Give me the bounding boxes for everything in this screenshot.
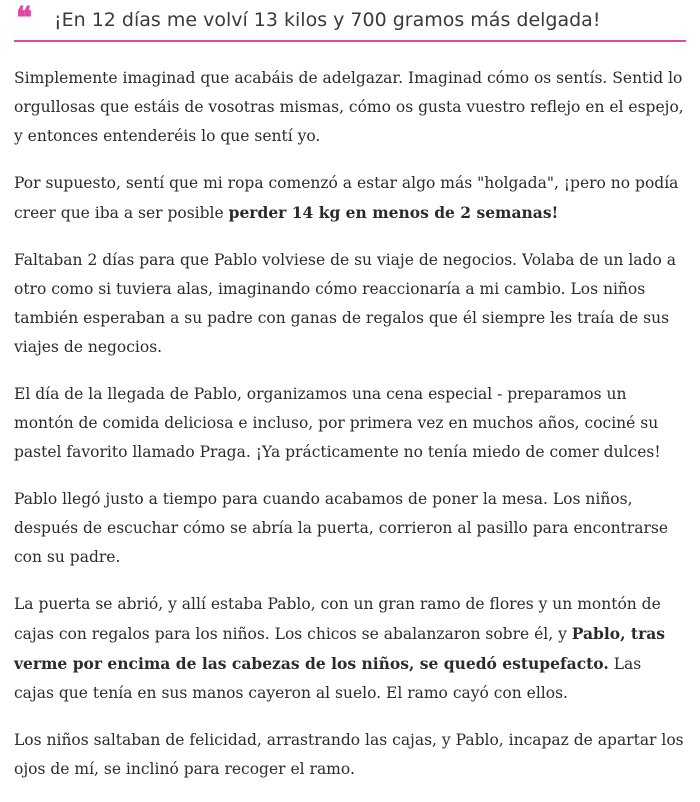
paragraph	[14, 590, 684, 708]
paragraph: El día de la llegada de Pablo, organizamos una cena especial - preparamos un montón de comida deliciosa e incluso, por primera vez en muchos años, cociné su pastel favorito llamado Praga. ¡Ya prácticamente no tenía miedo de comer dulces!	[14, 385, 661, 461]
paragraph	[14, 169, 684, 228]
paragraph: Faltaban 2 días para que Pablo volviese de su viaje de negocios. Volaba de un lado a otro como si tuviera alas, imaginando cómo reaccionaría a mi cambio. Los niños también esperaban a su padre con ganas de regalos que él siempre les traía de sus viajes de negocios.	[14, 251, 676, 356]
paragraph: Los niños saltaban de felicidad, arrastrando las cajas, y Pablo, incapaz de apartar los ojos de mí, se inclinó para recoger el ramo.	[14, 731, 684, 778]
quote-title: ¡En 12 días me volví 13 kilos y 700 gramos más delgada!	[54, 9, 601, 31]
paragraph-text: Por supuesto, sentí que mi ropa comenzó a estar algo más "holgada", ¡pero no podía creer que iba a ser posible	[14, 174, 679, 222]
paragraph-text: La puerta se abrió, y allí estaba Pablo, con un gran ramo de flores y un montón de cajas con regalos para los niños. Los chicos se abalanzaron sobre él, y	[14, 595, 661, 643]
paragraph-text: Las cajas que tenía en sus manos cayeron al suelo. El ramo cayó con ellos.	[14, 655, 642, 702]
article-body	[14, 64, 684, 802]
quote-header	[14, 0, 686, 42]
paragraph: Pablo llegó justo a tiempo para cuando acabamos de poner la mesa. Los niños, después de escuchar cómo se abría la puerta, corrieron al pasillo para encontrarse con su padre.	[14, 490, 669, 566]
paragraph: Simplemente imaginad que acabáis de adelgazar. Imaginad cómo os sentís. Sentid lo orgullosas que estáis de vosotras mismas, cómo os gusta vuestro reflejo en el espejo, y entonces entenderéis lo que sentí yo.	[14, 69, 684, 145]
paragraph-emphasis: Pablo, tras verme por encima de las cabezas de los niños, se quedó estupefacto.	[14, 624, 666, 673]
paragraph-emphasis: perder 14 kg en menos de 2 semanas!	[228, 203, 559, 222]
quote-icon: ❝	[16, 1, 31, 36]
